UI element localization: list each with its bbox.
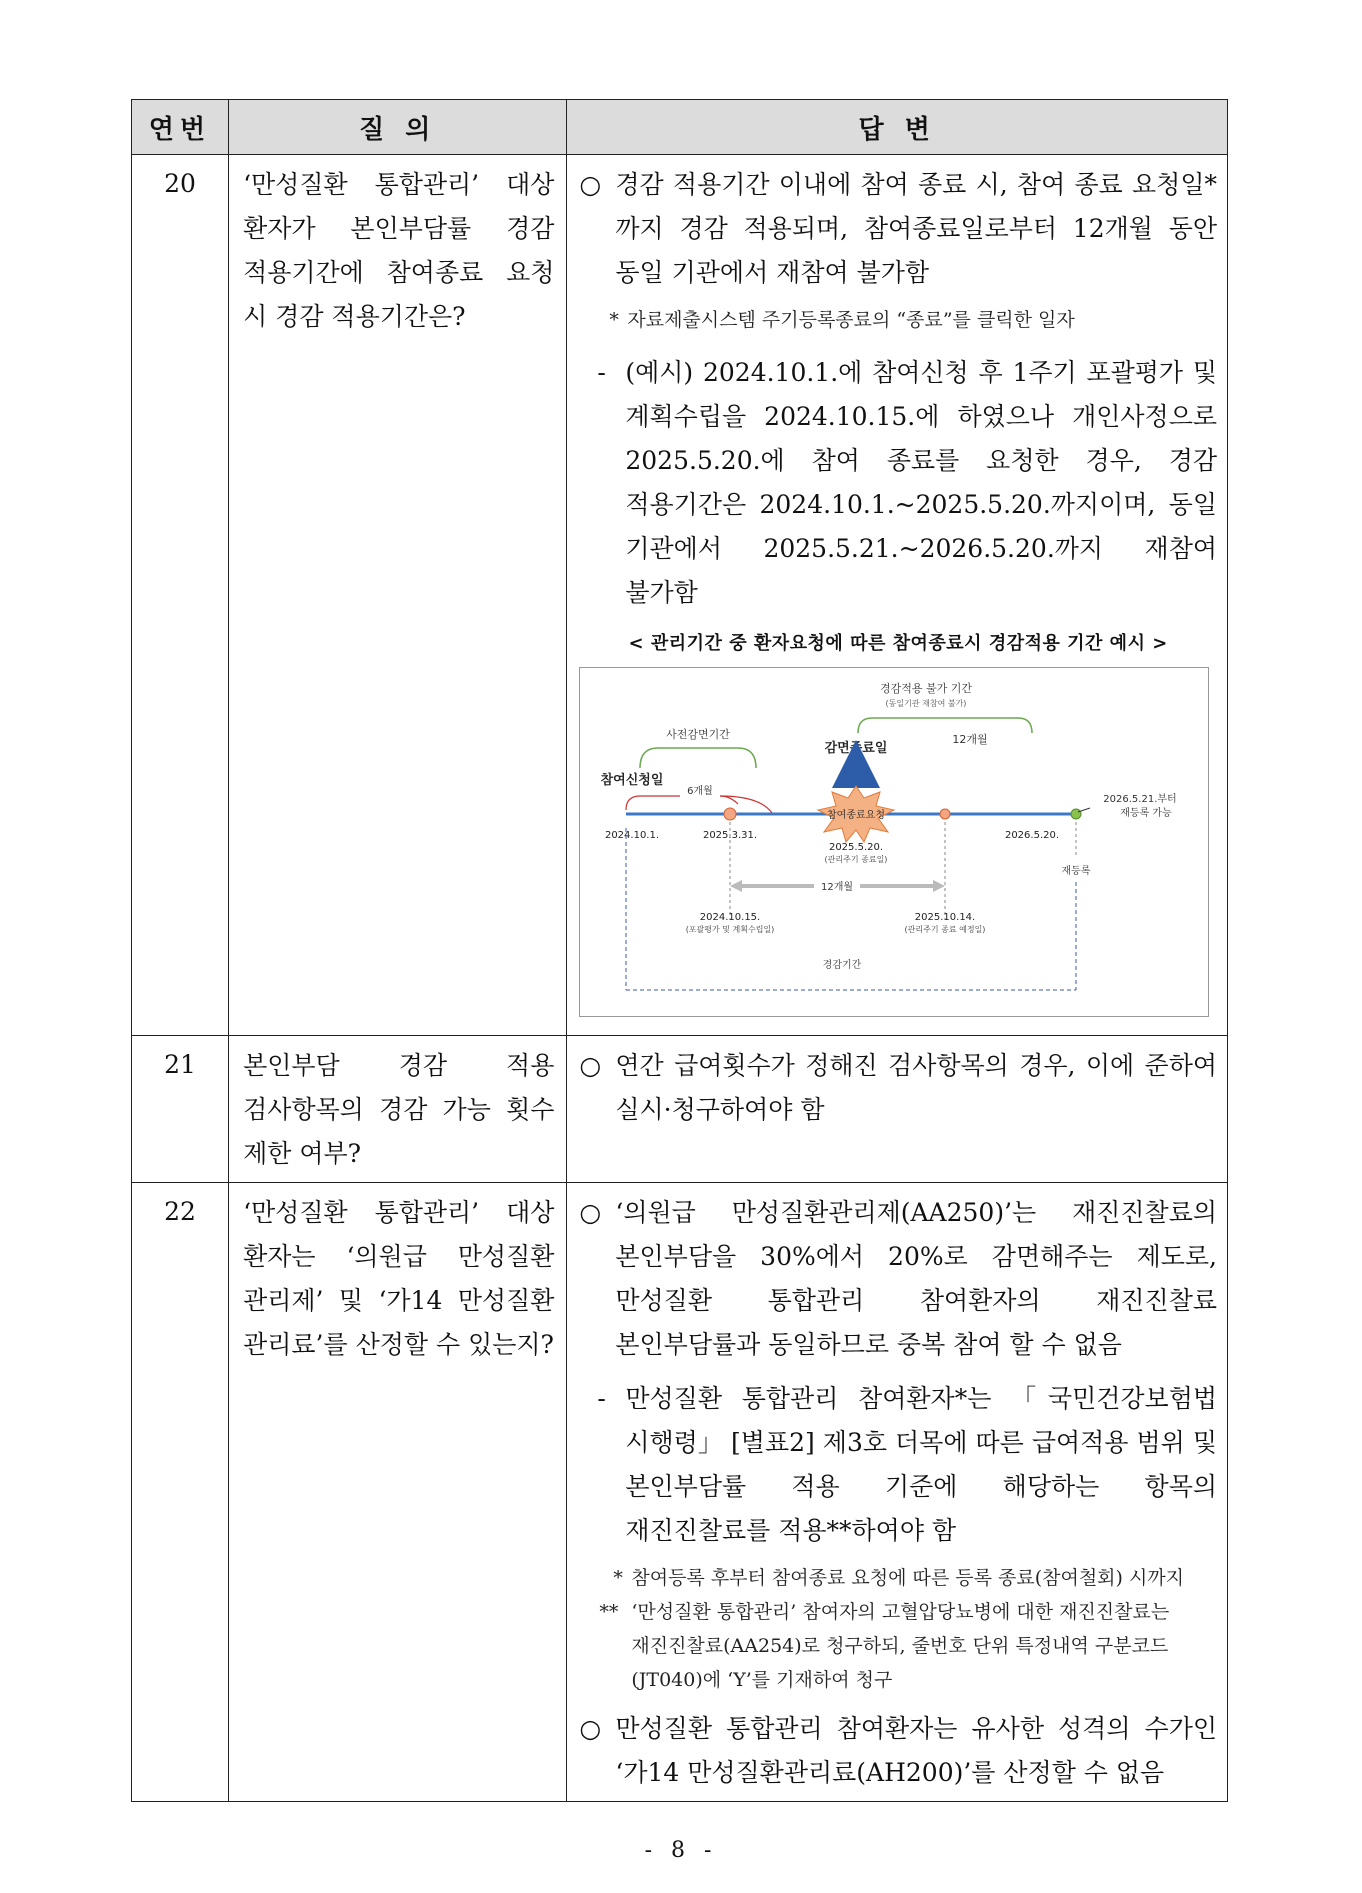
answer-cell [567, 1036, 1228, 1183]
header-question: 질 의 [229, 100, 567, 155]
six-month-arc [626, 796, 680, 810]
footnote [579, 303, 1217, 337]
footnote-text: ‘만성질환 통합관리’ 참여자의 고혈압당뇨병에 대한 재진진찰료는 재진진찰료(AA254)로 청구하되, 줄번호 단위 특정내역 구분코드(JT040)에 ‘Y’를 기재하여 청구 [631, 1601, 1170, 1691]
answer-paragraph [579, 1707, 1217, 1795]
figure-caption: < 관리기간 중 환자요청에 따른 참여종료시 경감적용 기간 예시 > [628, 633, 1168, 654]
double-asterisk-marker: ** [599, 1601, 619, 1623]
sub-text: 만성질환 통합관리 참여환자*는 「국민건강보험법 시행령」 [별표2] 제3호 더목에 따른 급여적용 범위 및 본인부담률 적용 기준에 해당하는 항목의 재진진찰료를 적용**하여야 함 [625, 1384, 1217, 1545]
marker-dot [724, 808, 736, 820]
circle-bullet: ○ [579, 1198, 602, 1227]
timeline-diagram [580, 668, 1204, 1014]
row-number: 20 [132, 155, 229, 1036]
answer-paragraph [579, 163, 1217, 295]
asterisk-marker: * [613, 1567, 623, 1589]
no-reparticipation-bracket [858, 718, 1032, 733]
timeline-figure [579, 667, 1209, 1017]
qa-table [131, 99, 1228, 1802]
sub-paragraph [579, 1377, 1217, 1553]
page-number: - 8 - [644, 1838, 718, 1863]
date-label: 2025.10.14. [915, 912, 976, 923]
example-text: (예시) 2024.10.1.에 참여신청 후 1주기 포괄평가 및 계획수립을 2024.10.15.에 하였으나 개인사정으로 2025.5.20.에 참여 종료를 요청한 경우, 경감 적용기간은 2024.10.1.~2025.5.20.까지이며, 동일 기관에서 2025.5.21.~2026.5.20.까지 재참여 불가함 [625, 358, 1217, 607]
footnote [579, 1595, 1217, 1697]
date-label: 2024.10.1. [605, 830, 660, 841]
prior-reduction-label: 사전감면기간 [666, 728, 731, 741]
dash-marker: - [597, 1384, 606, 1413]
no-reparticipation-label: 경감적용 불가 기간 [880, 682, 973, 695]
table-header-row [132, 100, 1228, 155]
date-label: 2026.5.20. [1005, 830, 1060, 841]
marker-dot [940, 809, 950, 819]
example-paragraph [579, 351, 1217, 615]
answer-text: ‘의원급 만성질환관리제(AA250)’는 재진진찰료의 본인부담을 30%에서 20%로 감면해주는 제도로, 만성질환 통합관리 참여환자의 재진진찰료 본인부담률과 동일하므로 중복 참여 할 수 없음 [615, 1198, 1217, 1359]
dash-marker: - [597, 358, 606, 387]
reduction-period-label: 경감기간 [823, 960, 862, 971]
circle-bullet: ○ [579, 1051, 602, 1080]
reduction-end-label: 감면종료일 [824, 741, 888, 756]
row-number: 21 [132, 1036, 229, 1183]
circle-bullet: ○ [579, 1714, 602, 1743]
date-label: 2025.5.20. [829, 842, 884, 853]
answer-paragraph [579, 1191, 1217, 1367]
question-cell: 본인부담 경감 적용 검사항목의 경감 가능 횟수 제한 여부? [229, 1036, 567, 1183]
months-12-top: 12개월 [952, 733, 988, 746]
prior-reduction-bracket [640, 748, 756, 768]
footnote-text: 자료제출시스템 주기등록종료의 “종료”를 클릭한 일자 [627, 309, 1075, 331]
months-6-label: 6개월 [687, 786, 714, 797]
circle-bullet: ○ [579, 170, 602, 199]
date-sub-label: (관리주기 종료 예정일) [904, 925, 986, 934]
answer-text: 경감 적용기간 이내에 참여 종료 시, 참여 종료 요청일* 까지 경감 적용되며, 참여종료일로부터 12개월 동안 동일 기관에서 재참여 불가함 [615, 170, 1217, 287]
no-reparticipation-sub: (동일기관 재참여 불가) [885, 699, 967, 708]
question-cell: ‘만성질환 통합관리’ 대상 환자는 ‘의원급 만성질환 관리제’ 및 ‘가14 만성질환 관리료’를 산정할 수 있는지? [229, 1183, 567, 1802]
header-answer: 답 변 [567, 100, 1228, 155]
table-row [132, 1036, 1228, 1183]
answer-cell [567, 155, 1228, 1036]
marker-dot [1071, 809, 1081, 819]
re-register-short: 재등록 [1061, 866, 1091, 877]
footnote-text: 참여등록 후부터 참여종료 요청에 따른 등록 종료(참여철회) 시까지 [631, 1567, 1185, 1589]
answer-text: 만성질환 통합관리 참여환자는 유사한 성격의 수가인 ‘가14 만성질환관리료(AH200)’를 산정할 수 없음 [615, 1714, 1217, 1787]
date-label: 2024.10.15. [700, 912, 761, 923]
table-row [132, 1183, 1228, 1802]
footnote [579, 1561, 1217, 1595]
months-12-mid: 12개월 [821, 882, 854, 893]
answer-cell [567, 1183, 1228, 1802]
end-request-label: 참여종료요청 [827, 810, 886, 821]
answer-paragraph [579, 1044, 1217, 1132]
header-number: 연번 [132, 100, 229, 155]
asterisk-marker: * [609, 309, 619, 331]
date-sub-label: (관리주기 종료일) [824, 855, 888, 864]
answer-text: 연간 급여횟수가 정해진 검사항목의 경우, 이에 준하여 실시·청구하여야 함 [615, 1051, 1217, 1124]
table-row [132, 155, 1228, 1036]
row-number: 22 [132, 1183, 229, 1802]
apply-date-label: 참여신청일 [600, 773, 664, 788]
date-label: 2025.3.31. [703, 830, 758, 841]
re-register-label-2: 재등록 가능 [1120, 808, 1173, 819]
date-sub-label: (포괄평가 및 계획수립일) [686, 925, 775, 934]
re-register-label: 2026.5.21.부터 [1103, 794, 1178, 805]
question-cell: ‘만성질환 통합관리’ 대상 환자가 본인부담률 경감 적용기간에 참여종료 요청 시 경감 적용기간은? [229, 155, 567, 1036]
